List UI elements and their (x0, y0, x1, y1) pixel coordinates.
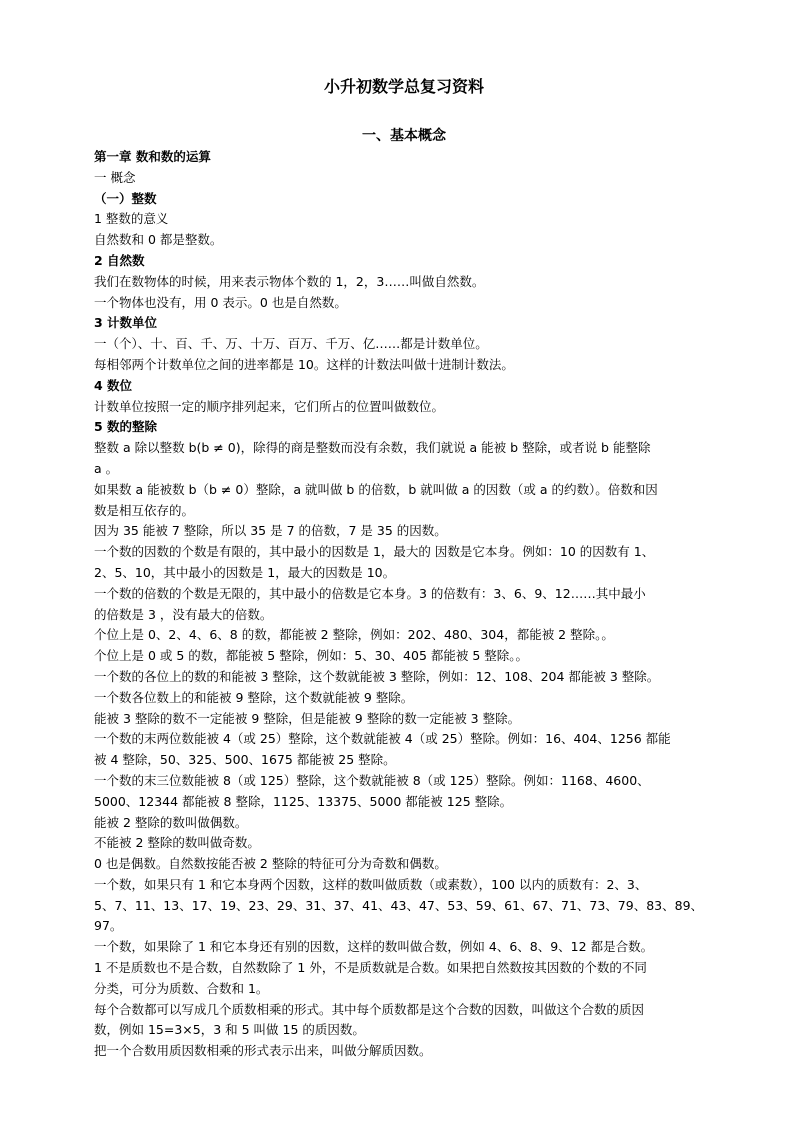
subheading-line: 5 数的整除 (94, 419, 158, 435)
text-line: 5000、12344 都能被 8 整除，1125、13375、5000 都能被 125 整除。 (94, 793, 513, 809)
text-line: 一个数的因数的个数是有限的，其中最小的因数是 1，最大的 因数是它本身。例如：10 的因数有 1、 (94, 544, 655, 560)
text-line: 2、5、10，其中最小的因数是 1，最大的因数是 10。 (94, 564, 396, 580)
text-line: 每相邻两个计数单位之间的进率都是 10。这样的计数法叫做十进制计数法。 (94, 356, 514, 372)
text-line: 每个合数都可以写成几个质数相乘的形式。其中每个质数都是这个合数的因数，叫做这个合数的质因 (94, 1001, 645, 1017)
text-line: 整数 a 除以整数 b(b ≠ 0)，除得的商是整数而没有余数，我们就说 a 能被 b 整除，或者说 b 能整除 (94, 440, 651, 456)
text-line: 一个数，如果只有 1 和它本身两个因数，这样的数叫做质数（或素数），100 以内的质数有：2、3、 (94, 876, 648, 892)
subheading-line: 3 计数单位 (94, 315, 158, 331)
text-line: 一个物体也没有，用 0 表示。0 也是自然数。 (94, 294, 347, 310)
text-line: 一（个）、十、百、千、万、十万、百万、千万、亿……都是计数单位。 (94, 336, 488, 352)
text-line: 一个数的各位上的数的和能被 3 整除，这个数就能被 3 整除，例如：12、108、204 都能被 3 整除。 (94, 668, 660, 684)
text-line: 0 也是偶数。自然数按能否被 2 整除的特征可分为奇数和偶数。 (94, 856, 447, 872)
text-line: 一个数的末三位数能被 8（或 125）整除，这个数就能被 8（或 125）整除。例如：1168、4600、 (94, 772, 650, 788)
text-line: 我们在数物体的时候，用来表示物体个数的 1，2，3……叫做自然数。 (94, 273, 485, 289)
text-line: 不能被 2 整除的数叫做奇数。 (94, 835, 260, 851)
text-line: 一个数各位数上的和能被 9 整除，这个数就能被 9 整除。 (94, 689, 414, 705)
text-line: 数是相互依存的。 (94, 502, 195, 518)
text-line: 一个数的倍数的个数是无限的，其中最小的倍数是它本身。3 的倍数有：3、6、9、12……其中最小 (94, 585, 646, 601)
text-line: 能被 2 整除的数叫做偶数。 (94, 814, 248, 830)
text-line: 个位上是 0、2、4、6、8 的数，都能被 2 整除，例如：202、480、304，都能被 2 整除。。 (94, 627, 614, 643)
text-line: 把一个合数用质因数相乘的形式表示出来，叫做分解质因数。 (94, 1043, 432, 1059)
text-line: 一个数，如果除了 1 和它本身还有别的因数，这样的数叫做合数，例如 4、6、8、9、12 都是合数。 (94, 939, 654, 955)
text-line: a 。 (94, 460, 119, 476)
subheading-line: 4 数位 (94, 377, 133, 393)
text-line: 一 概念 (94, 169, 136, 185)
section-heading: 一、基本概念 (362, 128, 446, 144)
text-line: 1 整数的意义 (94, 211, 169, 227)
text-line: 如果数 a 能被数 b（b ≠ 0）整除，a 就叫做 b 的倍数，b 就叫做 a 的因数（或 a 的约数）。倍数和因 (94, 481, 658, 497)
text-line: 因为 35 能被 7 整除，所以 35 是 7 的倍数，7 是 35 的因数。 (94, 523, 447, 539)
text-line: 5、7、11、13、17、19、23、29、31、37、41、43、47、53、59、61、67、71、73、79、83、89、 (94, 897, 704, 913)
text-line: 的倍数是 3 ，没有最大的倍数。 (94, 606, 273, 622)
text-line: 1 不是质数也不是合数，自然数除了 1 外，不是质数就是合数。如果把自然数按其因数的个数的不同 (94, 960, 647, 976)
document-title: 小升初数学总复习资料 (323, 77, 484, 96)
document-body (94, 147, 714, 1062)
text-line: 分类，可分为质数、合数和 1。 (94, 980, 269, 996)
text-line: 能被 3 整除的数不一定能被 9 整除，但是能被 9 整除的数一定能被 3 整除。 (94, 710, 521, 726)
subheading-line: （一）整数 (94, 190, 157, 206)
text-line: 数，例如 15=3×5，3 和 5 叫做 15 的质因数。 (94, 1022, 365, 1038)
text-line: 个位上是 0 或 5 的数，都能被 5 整除，例如：5、30、405 都能被 5 整除。。 (94, 648, 529, 664)
subheading-line: 第一章 数和数的运算 (94, 149, 211, 164)
text-line: 一个数的末两位数能被 4（或 25）整除，这个数就能被 4（或 25）整除。例如：16、404、1256 都能 (94, 731, 671, 747)
text-line: 被 4 整除，50、325、500、1675 都能被 25 整除。 (94, 752, 396, 768)
text-line: 自然数和 0 都是整数。 (94, 232, 223, 248)
text-line: 97。 (94, 918, 123, 934)
text-line: 计数单位按照一定的顺序排列起来，它们所占的位置叫做数位。 (94, 398, 445, 414)
subheading-line: 2 自然数 (94, 252, 145, 268)
